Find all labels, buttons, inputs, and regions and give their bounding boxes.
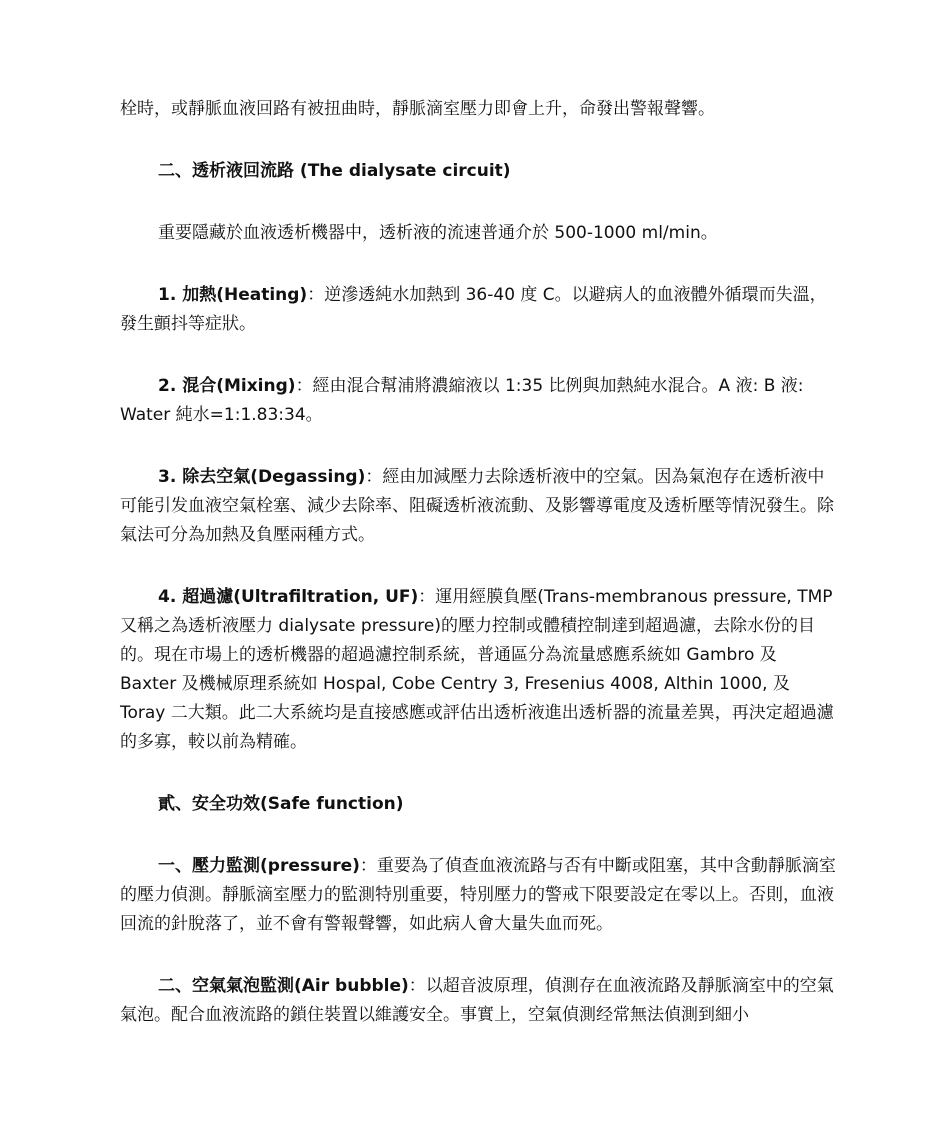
paragraph-text: ：經由加減壓力去除透析液中的空氣。因為氣泡存在透析液中可能引发血液空氣栓塞、減少去除率、阻礙透析液流動、及影響導電度及透析壓等情況發生。除氣法可分為加熱及負壓兩種方式。 xyxy=(120,467,834,545)
item-heading-degassing: 3. 除去空氣(Degassing) xyxy=(158,467,366,487)
paragraph-pressure xyxy=(120,852,836,939)
paragraph-text: ：經由混合幫浦將濃縮液以 1:35 比例與加熱純水混合。A 液: B 液: Water 純水=1:1.83:34。 xyxy=(120,376,804,425)
paragraph-text: ：以超音波原理，偵測存在血液流路及靜脈滴室中的空氣氣泡。配合血液流路的鎖住裝置以維護安全。事實上，空氣偵測经常無法偵測到細小 xyxy=(120,976,834,1025)
item-heading-ultrafiltration: 4. 超過濾(Ultrafiltration, UF) xyxy=(158,587,419,607)
paragraph-ultrafiltration xyxy=(120,583,836,757)
section-heading-safe-function xyxy=(120,790,836,819)
paragraph-mixing xyxy=(120,372,836,430)
section-heading-dialysate-circuit xyxy=(120,157,836,186)
item-heading-heating: 1. 加熱(Heating) xyxy=(158,285,308,305)
paragraph-continuation xyxy=(120,95,836,124)
section-heading-text: 貳、安全功效(Safe function) xyxy=(158,794,404,814)
paragraph-text: 重要隱藏於血液透析機器中，透析液的流速普通介於 500-1000 ml/min。 xyxy=(158,223,718,243)
paragraph-heating xyxy=(120,281,836,339)
paragraph-air-bubble xyxy=(120,972,836,1030)
section-heading-text: 二、透析液回流路 (The dialysate circuit) xyxy=(158,161,511,181)
paragraph-text: 栓時，或靜脈血液回路有被扭曲時，靜脈滴室壓力即會上升，命發出警報聲響。 xyxy=(120,99,715,119)
paragraph-text: ：逆滲透純水加熱到 36-40 度 C。以避病人的血液體外循環而失溫，發生顫抖等症狀。 xyxy=(120,285,827,334)
paragraph-dialysate-flow xyxy=(120,219,836,248)
item-heading-air-bubble: 二、空氣氣泡監測(Air bubble) xyxy=(158,976,409,996)
paragraph-text: ：重要為了偵查血液流路与否有中斷或阻塞，其中含動靜脈滴室的壓力偵測。靜脈滴室壓力的監測特別重要，特別壓力的警戒下限要設定在零以上。否則，血液回流的針脫落了，並不會有警報聲響，如此病人會大量失血而死。 xyxy=(120,856,836,934)
paragraph-text: ：運用經膜負壓(Trans-membranous pressure, TMP 又稱之為透析液壓力 dialysate pressure)的壓力控制或體積控制達到超過濾，去除水份的目的。現在市場上的透析機器的超過濾控制系統，普通區分為流量感應系統如 Gambro 及 Baxter 及機械原理系統如 Hospal, Cobe Centry 3, Fresenius 4008, Althin 1000, 及 Toray 二大類。此二大系統均是直接感應或評估出透析液進出透析器的流量差異，再決定超過濾的多寡，較以前為精確。 xyxy=(120,587,834,752)
paragraph-degassing xyxy=(120,463,836,550)
item-heading-pressure: 一、壓力監測(pressure) xyxy=(158,856,360,876)
document-body xyxy=(120,95,836,1063)
item-heading-mixing: 2. 混合(Mixing) xyxy=(158,376,296,396)
